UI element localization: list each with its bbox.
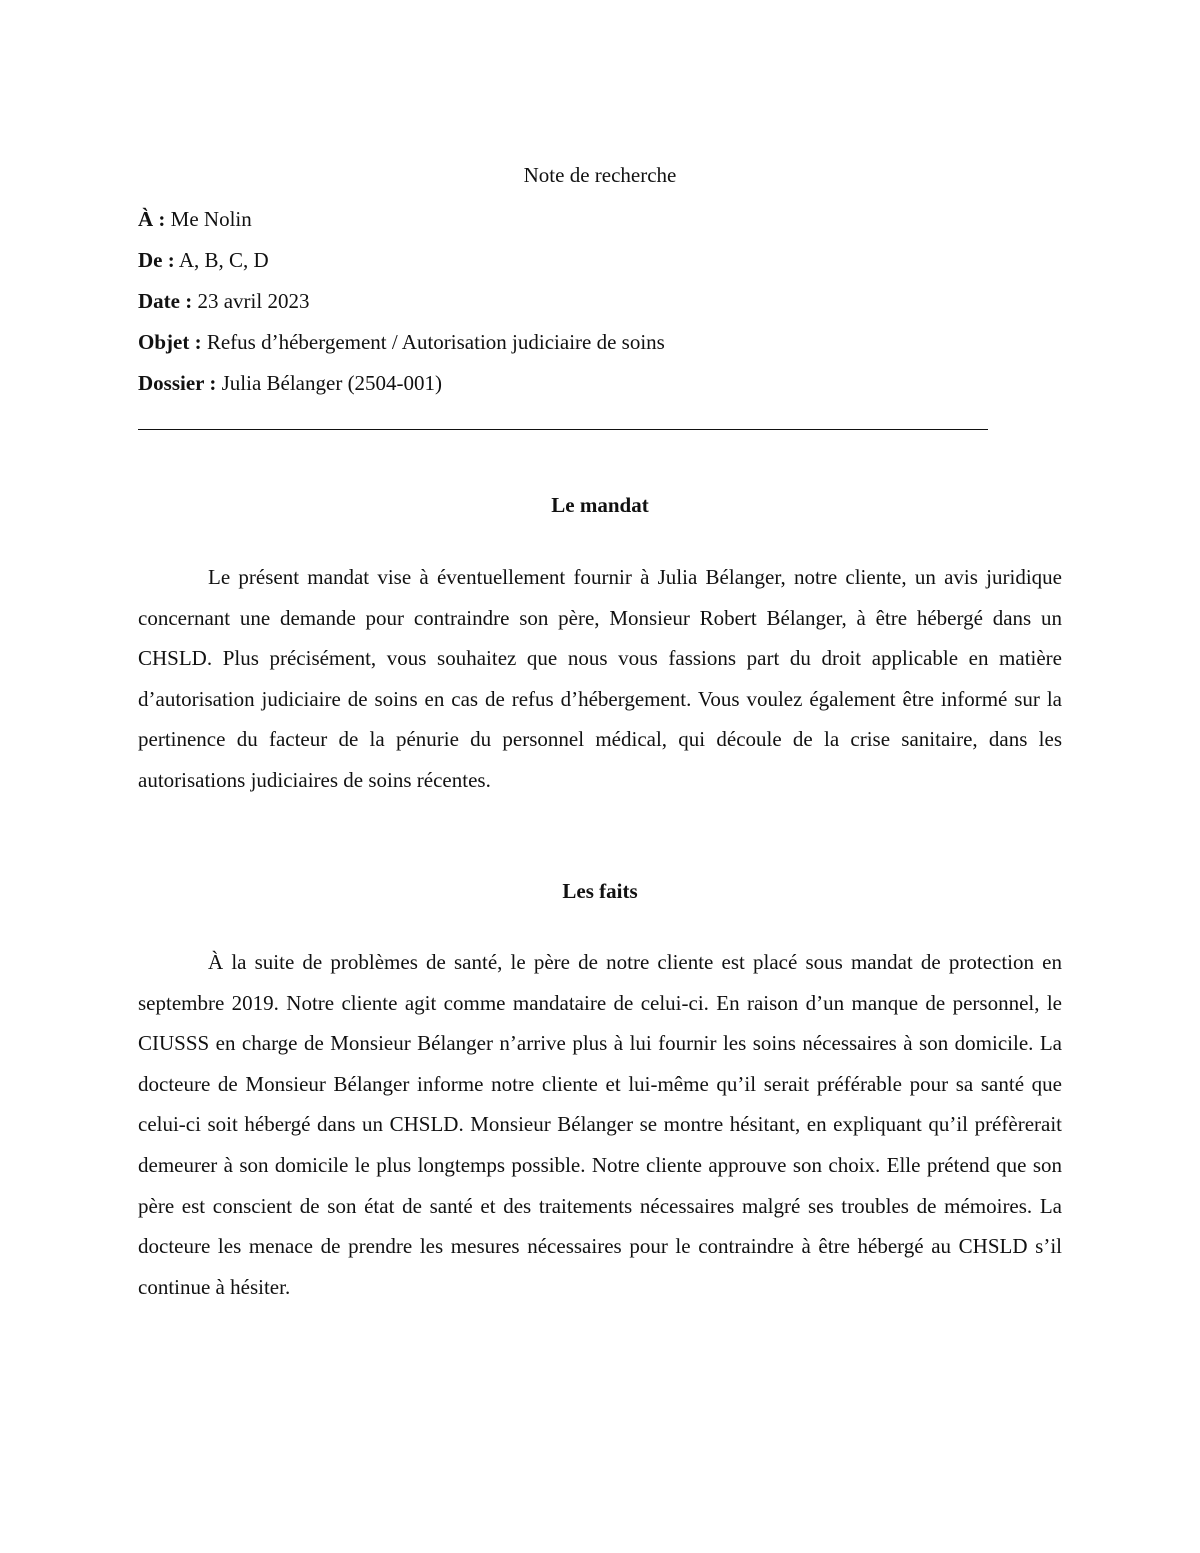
memo-from-label: De : <box>138 248 175 272</box>
memo-date-label: Date : <box>138 289 193 313</box>
memo-subject-line <box>138 322 1062 363</box>
memo-subject-value: Refus d’hébergement / Autorisation judiciaire de soins <box>206 330 665 354</box>
section-paragraph-mandat: Le présent mandat vise à éventuellement fournir à Julia Bélanger, notre cliente, un avis juridique concernant une demande pour contraindre son père, Monsieur Robert Bélanger, à être hébergé dans un CHSLD. Plus précisément, vous souhaitez que nous vous fassions part du droit applicable en matière d’autorisation judiciaire de soins en cas de refus d’hébergement. Vous voulez également être informé sur la pertinence du facteur de la pénurie du personnel médical, qui découle de la crise sanitaire, dans les autorisations judiciaires de soins récentes. <box>138 565 1062 792</box>
memo-date-line <box>138 281 1062 322</box>
memo-to-value: Me Nolin <box>170 207 252 231</box>
memo-to-label: À : <box>138 207 166 231</box>
memo-file-line <box>138 363 1062 404</box>
memo-header <box>138 199 1062 404</box>
memo-to-line <box>138 199 1062 240</box>
memo-from-value: A, B, C, D <box>178 248 269 272</box>
document-title: Note de recherche <box>523 163 677 187</box>
memo-from-line <box>138 240 1062 281</box>
memo-file-label: Dossier : <box>138 371 217 395</box>
section-paragraph-faits: À la suite de problèmes de santé, le père de notre cliente est placé sous mandat de protection en septembre 2019. Notre cliente agit comme mandataire de celui-ci. En raison d’un manque de personnel, le CIUSSS en charge de Monsieur Bélanger n’arrive plus à lui fournir les soins nécessaires à son domicile. La docteure de Monsieur Bélanger informe notre cliente et lui-même qu’il serait préférable pour sa santé que celui-ci soit hébergé dans un CHSLD. Monsieur Bélanger se montre hésitant, en expliquant qu’il préfèrerait demeurer à son domicile le plus longtemps possible. Notre cliente approuve son choix. Elle prétend que son père est conscient de son état de santé et des traitements nécessaires malgré ses troubles de mémoires. La docteure les menace de prendre les mesures nécessaires pour le contraindre à être hébergé au CHSLD s’il continue à hésiter. <box>138 950 1062 1299</box>
section-heading-faits: Les faits <box>562 879 638 903</box>
memo-subject-label: Objet : <box>138 330 202 354</box>
memo-file-value: Julia Bélanger (2504-001) <box>221 371 443 395</box>
header-divider <box>138 429 988 430</box>
memo-date-value: 23 avril 2023 <box>197 289 310 313</box>
section-heading-mandat: Le mandat <box>551 493 649 517</box>
